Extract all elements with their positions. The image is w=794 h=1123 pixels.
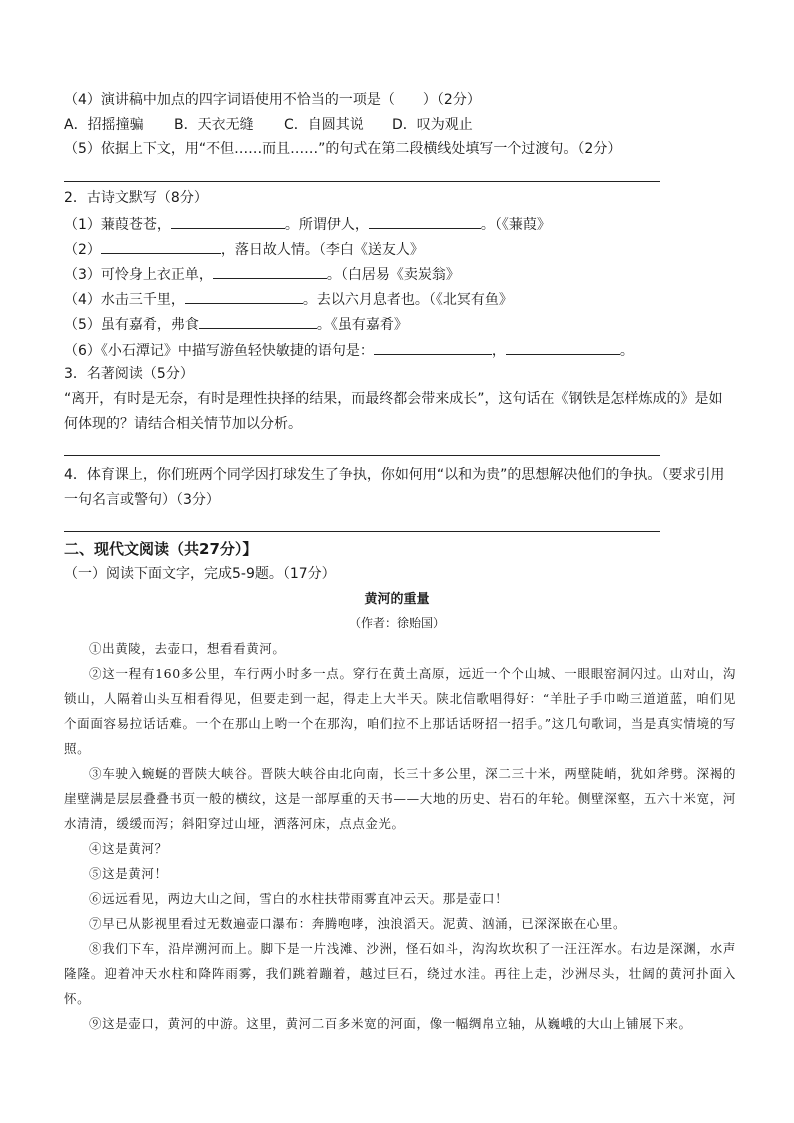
- q4-option-a: A．招摇撞骗: [64, 117, 144, 133]
- s2-item-3-blank[interactable]: [213, 263, 327, 279]
- q4-option-c: C．自圆其说: [284, 117, 364, 133]
- passage-paragraph-4: ④这是黄河？: [89, 841, 168, 856]
- q4-option-d: D．叹为观止: [392, 117, 473, 133]
- passage-paragraph-3: ③车驶入蜿蜒的晋陕大峡谷。晋陕大峡谷由北向南，长三十多公里，深二三十米，两壁陡峭，犹如斧劈。深褐的崖壁满是层层叠叠书页一般的横纹，这是一部厚重的天书——大地的历史、岩石的年轮。侧壁深壑，五六十米宽，河水清清，缓缓而泻；斜阳穿过山垭，洒落河床，点点金光。: [64, 766, 736, 831]
- s4-question-line-1: 4．体育课上，你们班两个同学因打球发生了争执，你如何用“以和为贵”的思想解决他们的争执。（要求引用: [64, 467, 725, 483]
- s3-answer-line[interactable]: [64, 455, 660, 456]
- part2-subheading: （一）阅读下面文字，完成5-9题。（17分）: [64, 566, 336, 582]
- s3-title: 3．名著阅读（5分）: [64, 366, 194, 382]
- s2-item-1: （1）蒹葭苍苍， 。所谓伊人， 。（《蒹葭》: [64, 213, 551, 235]
- s2-item-4-blank[interactable]: [185, 288, 303, 304]
- part2-heading: 二、现代文阅读（共27分）】: [64, 540, 258, 558]
- passage-paragraph-7: ⑦早已从影视里看过无数遍壶口瀑布：奔腾咆哮，浊浪滔天。泥黄、汹涌，已深深嵌在心里。: [89, 916, 627, 931]
- s2-item-5: （5）虽有嘉肴，弗食 。《虽有嘉肴》: [64, 313, 408, 335]
- q4-option-b: B．天衣无缝: [174, 117, 254, 133]
- s4-question-line-2: 一句名言或警句）（3分）: [64, 492, 220, 508]
- passage-paragraph-9: ⑨这是壶口，黄河的中游。这里，黄河二百多米宽的河面，像一幅绸帛立轴，从巍峨的大山上铺展下来。: [89, 1016, 692, 1031]
- s2-item-1-blank-1[interactable]: [171, 213, 285, 229]
- q4-prompt: （4）演讲稿中加点的四字词语使用不恰当的一项是（ ）（2分）: [64, 92, 481, 108]
- s2-item-4: （4）水击三千里， 。去以六月息者也。（《北冥有鱼》: [64, 288, 513, 310]
- s3-question-line-2: 何体现的？请结合相关情节加以分析。: [64, 416, 302, 432]
- s2-item-5-blank[interactable]: [199, 313, 317, 329]
- passage-paragraph-2: ②这一程有160多公里，车行两小时多一点。穿行在黄土高原，远近一个个山城、一眼眼窑洞闪过。山对山，沟锁山，人隔着山头互相看得见，但要走到一起，得走上大半天。陕北信歌唱得好：“羊肚子手巾呦三道道蓝，咱们见个面面容易拉话话难。一个在那山上哟一个在那沟，咱们拉不上那话话呀招一招手。”这几句歌词，当是真实情境的写照。: [64, 666, 736, 756]
- passage-body: [64, 636, 736, 1036]
- passage-paragraph-1: ①出黄陵，去壶口，想看看黄河。: [89, 641, 286, 656]
- s2-item-1-blank-2[interactable]: [369, 213, 481, 229]
- passage-author: （作者：徐贻国）: [348, 616, 445, 630]
- passage-paragraph-6: ⑥远远看见，两边大山之间，雪白的水柱扶带雨雾直冲云天。那是壶口！: [89, 891, 509, 906]
- s2-title: 2．古诗文默写（8分）: [64, 190, 208, 206]
- s3-question-line-1: “离开，有时是无奈，有时是理性抉择的结果，而最终都会带来成长”，这句话在《钢铁是怎样炼成的》是如: [64, 391, 723, 407]
- passage-paragraph-5: ⑤这是黄河！: [89, 866, 168, 881]
- s2-item-2: （2） ，落日故人情。（李白《送友人》: [64, 238, 424, 260]
- s2-item-6-blank-1[interactable]: [374, 339, 492, 355]
- q5-answer-line[interactable]: [64, 181, 660, 182]
- s2-item-6: （6）《小石潭记》中描写游鱼轻快敏捷的语句是： ， 。: [64, 339, 634, 361]
- s2-item-3: （3）可怜身上衣正单， 。（白居易《卖炭翁》: [64, 263, 460, 285]
- passage-title: 黄河的重量: [364, 592, 430, 607]
- s2-item-6-blank-2[interactable]: [506, 339, 620, 355]
- passage-paragraph-8: ⑧我们下车，沿岸溯河而上。脚下是一片浅滩、沙洲，怪石如斗，沟沟坎坎积了一汪汪浑水。右边是深渊，水声隆隆。迎着冲天水柱和降阵雨雾，我们跳着蹦着，越过巨石，绕过水洼。再往上走，沙洲尽头，壮阔的黄河扑面入怀。: [64, 941, 736, 1006]
- q5-prompt: （5）依据上下文，用“不但……而且……”的句式在第二段横线处填写一个过渡句。（2分）: [64, 141, 622, 157]
- s4-answer-line[interactable]: [64, 531, 660, 532]
- s2-item-2-blank[interactable]: [101, 238, 221, 254]
- q4-options: [64, 115, 473, 135]
